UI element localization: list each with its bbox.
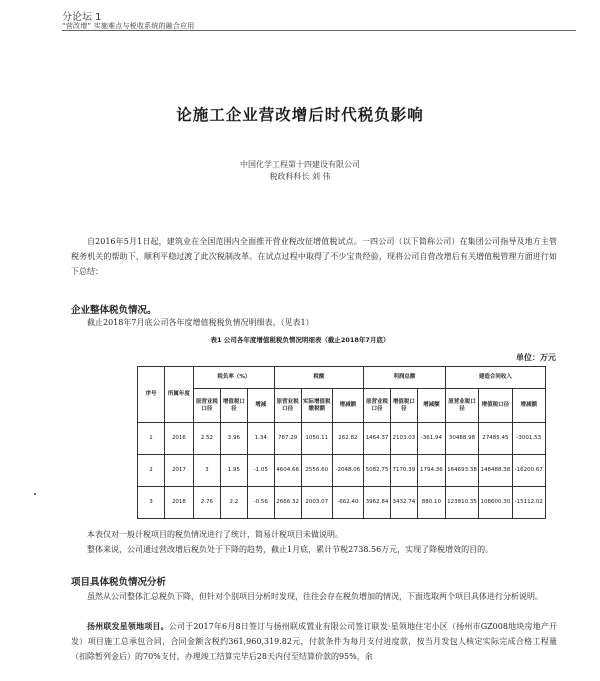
group-header-cell: 利润总额 — [364, 367, 446, 389]
table-cell: -3001.53 — [512, 423, 545, 455]
header-cell: 增值税口径 — [390, 389, 417, 423]
table-cell: 262.82 — [332, 423, 363, 455]
section-heading-projects: 项目具体税负情况分析 — [71, 577, 167, 588]
table-cell: 1464.37 — [364, 423, 391, 455]
header-cell: 增减 — [247, 389, 274, 423]
header-section-tag: 分论坛 1 — [62, 12, 102, 23]
header-cell: 所属年度 — [164, 367, 193, 423]
header-cell: 增值税口径 — [479, 389, 512, 423]
table-cell: 1.34 — [247, 423, 274, 455]
header-cell: 增减额 — [332, 389, 363, 423]
table-row — [138, 487, 546, 519]
header-subtitle: “营改增” 实施难点与税收系统的融合应用 — [62, 22, 195, 30]
scan-speck — [34, 493, 36, 495]
table-cell: 2556.60 — [301, 455, 332, 487]
table-cell: 2018 — [164, 487, 193, 519]
table-cell: -2048.06 — [332, 455, 363, 487]
table-cell: 7170.39 — [390, 455, 417, 487]
table-cell: 2103.03 — [390, 423, 417, 455]
table-cell: 1794.36 — [417, 455, 445, 487]
table-cell: -0.56 — [247, 487, 274, 519]
table-row — [138, 423, 546, 455]
table-cell: 3.96 — [220, 423, 247, 455]
header-cell: 原营业税口径 — [274, 389, 301, 423]
table-cell: 164693.38 — [445, 455, 478, 487]
table-cell: 2017 — [164, 455, 193, 487]
header-cell: 增减额 — [512, 389, 545, 423]
yangzhou-project-paragraph — [71, 619, 557, 664]
table-cell: 2.2 — [220, 487, 247, 519]
yangzhou-project-lead: 扬州联发星领地项目。 — [87, 621, 169, 631]
table-cell: 1 — [138, 423, 165, 455]
group-header-cell: 建造合同收入 — [445, 367, 545, 389]
header-cell: 序号 — [138, 367, 165, 423]
table-cell: 3962.84 — [364, 487, 391, 519]
yangzhou-project-text: 公司于2017年6月8日签订与扬州联成置业有限公司签订联发·星领地住宅小区（扬州市GZ008地块房地产开发）项目施工总承包合同，合同金额含税约361,960,319.82元，付款条件为每月支付进度款，按当月发包人核定实际完成合格工程量（扣除暂列金后）的70%支付，办理竣工结算完毕后28天内付至结算价款的95%，余 — [71, 622, 557, 661]
table-cell: 880.10 — [417, 487, 445, 519]
tax-table — [137, 366, 546, 519]
table-row — [138, 455, 546, 487]
group-header-cell: 税负率（%） — [193, 367, 274, 389]
table-cell: 3432.74 — [390, 487, 417, 519]
table-cell: -361.94 — [417, 423, 445, 455]
intro-paragraph: 自2016年5月1日起，建筑业在全国范围内全面推开营业税改征增值税试点。一四公司（以下简称公司）在集团公司指导及地方主管税务机关的帮助下，顺利平稳过渡了此次税制改革。在试点过程中取得了不少宝贵经验，现将公司自营改增后有关增值税管理方面进行如下总结： — [71, 237, 557, 276]
section-overall-text: 截止2018年7月底公司各年度增值税税负情况明细表。（见表1） — [87, 318, 314, 327]
section-projects-text: 虽然从公司整体汇总税负下降，但针对个别项目分析时发现，往往会存在税负增加的情况，下面选取两个项目具体进行分析说明。 — [87, 592, 543, 601]
table-cell: 1050.11 — [301, 423, 332, 455]
header-cell: 原营业税口径 — [445, 389, 478, 423]
group-header-cell: 税额 — [274, 367, 363, 389]
table-cell: 787.29 — [274, 423, 301, 455]
table-cell: 30488.98 — [445, 423, 478, 455]
table-cell: 3 — [138, 487, 165, 519]
table-cell: 148488.38 — [479, 455, 512, 487]
header-cell: 实际增值税缴税额 — [301, 389, 332, 423]
table-cell: -15112.02 — [512, 487, 545, 519]
table-cell: 2.76 — [193, 487, 220, 519]
table-cell: 1.95 — [220, 455, 247, 487]
table-cell: 2016 — [164, 423, 193, 455]
table-cell: 5082.75 — [364, 455, 391, 487]
table-cell: -1.05 — [247, 455, 274, 487]
table-cell: 2003.07 — [301, 487, 332, 519]
table-cell: 2.52 — [193, 423, 220, 455]
author-company: 中国化学工程第十四建设有限公司 — [240, 160, 360, 169]
author-name: 税政科科长 刘 伟 — [269, 172, 331, 181]
table-cell: 27485.45 — [479, 423, 512, 455]
table-cell: 4604.66 — [274, 455, 301, 487]
table-note-paragraph: 本表仅对一般计税项目的税负情况进行了统计，简易计税项目未做说明。 — [87, 530, 343, 539]
table-cell: -662.40 — [332, 487, 363, 519]
table-cell: 108600.30 — [479, 487, 512, 519]
table-cell: 123810.35 — [445, 487, 478, 519]
table-cell: -16200.67 — [512, 455, 545, 487]
page-title: 论施工企业营改增后时代税负影响 — [176, 106, 424, 124]
table-cell: 3 — [193, 455, 220, 487]
header-cell: 增值税口径 — [220, 389, 247, 423]
table-unit: 单位：万元 — [516, 353, 556, 362]
header-cell: 增减额 — [417, 389, 445, 423]
table-caption: 表1 公司各年度增值税税负情况明细表（截止2018年7月底） — [210, 336, 390, 344]
header-cell: 原营业税口径 — [364, 389, 391, 423]
summary-paragraph: 整体来说，公司通过营改增后税负处于下降的趋势，截止1月底，累计节税2738.56万元，实现了降税增效的目的。 — [87, 545, 494, 554]
header-cell: 原营业税口径 — [193, 389, 220, 423]
table-cell: 2 — [138, 455, 165, 487]
section-heading-overall: 企业整体税负情况。 — [71, 305, 157, 316]
header-rule — [62, 30, 576, 31]
table-cell: 2666.32 — [274, 487, 301, 519]
